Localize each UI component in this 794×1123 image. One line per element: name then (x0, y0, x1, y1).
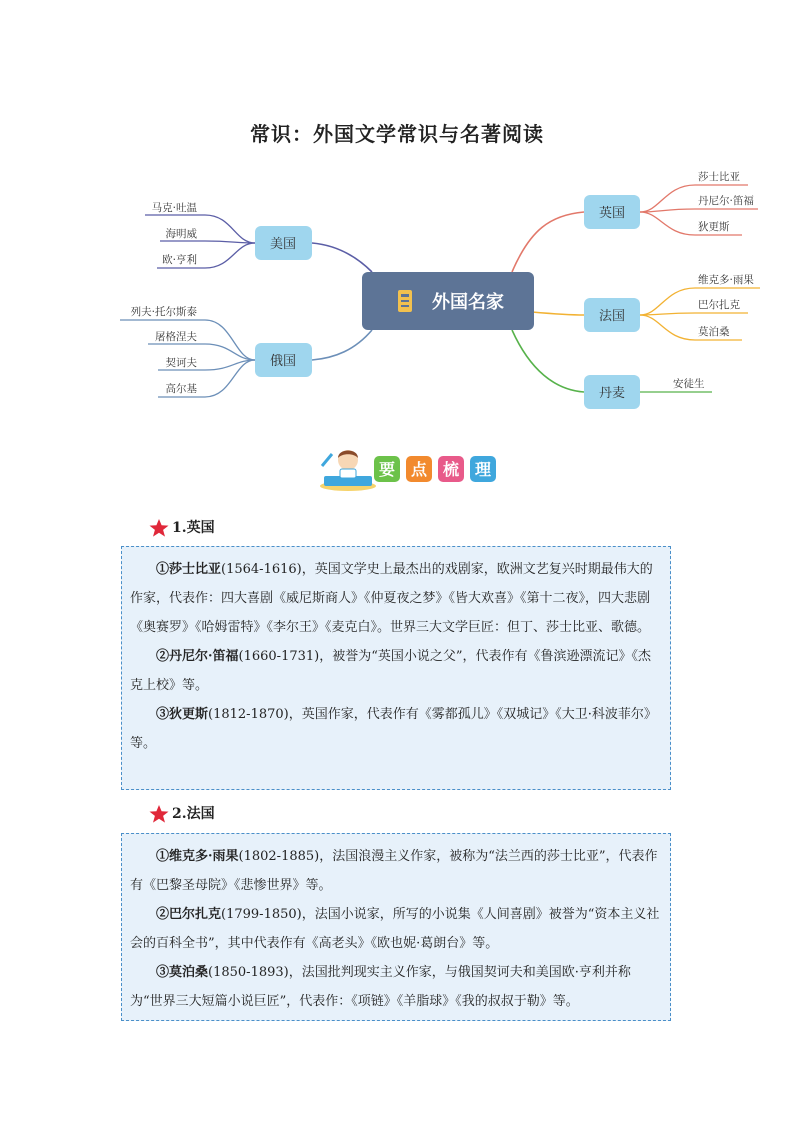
connector-usa (312, 243, 372, 272)
paragraph-maupassant: ③莫泊桑(1850-1893)，法国批判现实主义作家，与俄国契诃夫和美国欧·亨利并称为“世界三大短篇小说巨匠”，代表作：《项链》《羊脂球》《我的叔叔于勒》等。 (130, 965, 631, 1009)
leaf-label: 丹尼尔·笛福 (698, 195, 754, 207)
svg-text:美国: 美国 (269, 237, 297, 252)
leaf-label: 列夫·托尔斯泰 (130, 306, 197, 318)
svg-text:英国: 英国 (598, 206, 626, 221)
leaf-label: 欧·亨利 (162, 254, 197, 266)
branch-node-england (584, 195, 640, 229)
sticker-char: 要 (378, 460, 396, 479)
leaf-label: 契诃夫 (165, 357, 197, 369)
paragraph-dickens: ③狄更斯(1812-1870)，英国作家，代表作有《雾都孤儿》《双城记》《大卫·科波菲尔》等。 (130, 707, 657, 751)
sticker-char: 理 (474, 460, 492, 479)
section-box-france (121, 833, 671, 1021)
paragraph-defoe: ②丹尼尔·笛福(1660-1731)，被誉为“英国小说之父”，代表作有《鲁滨逊漂流记》《杰克上校》等。 (130, 649, 652, 693)
branch-node-russia (255, 343, 312, 377)
section-box-england (121, 546, 671, 790)
paragraph-shakespeare: ①莎士比亚(1564-1616)，英国文学史上最杰出的戏剧家，欧洲文艺复兴时期最伟大的作家，代表作：四大喜剧《威尼斯商人》《仲夏夜之梦》《皆大欢喜》《第十二夜》，四大悲剧《奥赛罗》《哈姆雷特》《李尔王》《麦克白》。世界三大文学巨匠：但丁、莎士比亚、歌德。 (130, 562, 653, 635)
leaf-label: 维克多·雨果 (698, 274, 754, 286)
leaf-label: 安徒生 (673, 378, 705, 390)
leaf-label: 莎士比亚 (698, 171, 740, 183)
connector-england (512, 212, 584, 272)
section-heading-france: 2.法国 (148, 803, 215, 824)
center-node (362, 272, 534, 330)
svg-text:法国: 法国 (598, 309, 626, 324)
sticker-char: 点 (410, 460, 428, 479)
leaf-label: 莫泊桑 (698, 326, 730, 338)
leaf-label: 高尔基 (165, 383, 197, 395)
branch-node-usa (255, 226, 312, 260)
svg-text:俄国: 俄国 (269, 354, 297, 369)
paragraph-hugo: ①维克多·雨果(1802-1885)，法国浪漫主义作家，被称为“法兰西的莎士比亚”，代表作有《巴黎圣母院》《悲惨世界》等。 (130, 849, 658, 893)
key-points-sticker (318, 446, 503, 492)
paragraph-balzac: ②巴尔扎克(1799-1850)，法国小说家，所写的小说集《人间喜剧》被誉为“资本主义社会的百科全书”，其中代表作有《高老头》《欧也妮·葛朗台》等。 (130, 907, 660, 951)
leaf-label: 巴尔扎克 (698, 299, 740, 311)
branch-node-france (584, 298, 640, 332)
mind-map (0, 0, 794, 440)
leaf-label: 马克·吐温 (151, 202, 197, 214)
connector-france (532, 312, 584, 315)
star-icon (148, 804, 170, 824)
connector-russia (312, 330, 372, 360)
leaf-label: 屠格涅夫 (155, 331, 197, 343)
star-icon (148, 518, 170, 538)
sticker-char: 梳 (442, 460, 460, 479)
connector-denmark (512, 330, 584, 392)
center-label: 外国名家 (432, 292, 504, 313)
student-illustration-icon (320, 450, 376, 491)
leaf-label: 狄更斯 (698, 221, 730, 233)
svg-text:丹麦: 丹麦 (598, 386, 626, 401)
page-title: 常识：外国文学常识与名著阅读 (250, 122, 544, 146)
section-heading-england: 1.英国 (148, 517, 215, 538)
leaf-label: 海明威 (165, 228, 197, 240)
branch-node-denmark (584, 375, 640, 409)
